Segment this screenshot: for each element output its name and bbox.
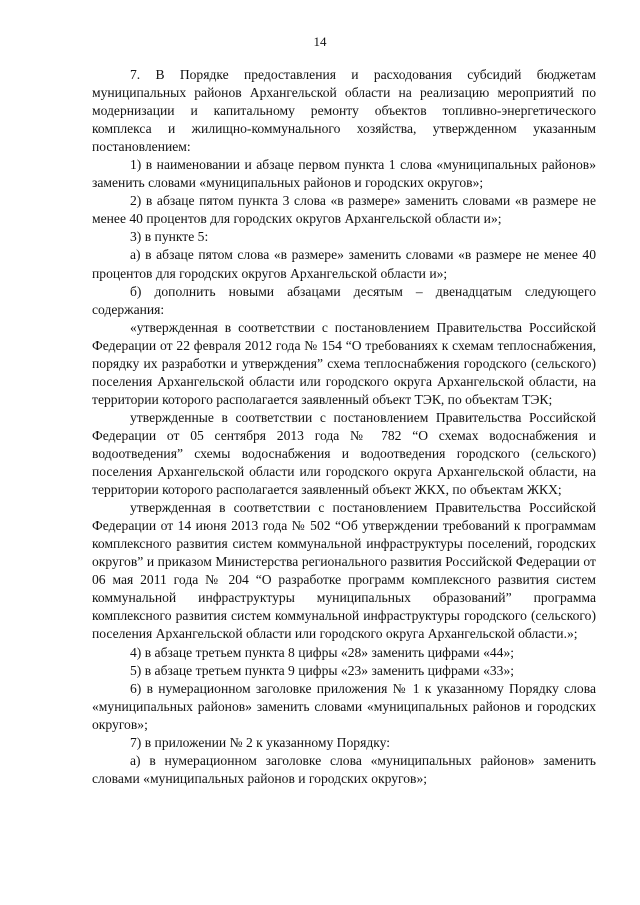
- paragraph-subitem-7: 7) в приложении № 2 к указанному Порядку:: [130, 734, 391, 750]
- paragraph-subitem-4: 4) в абзаце третьем пункта 8 цифры «28» заменить цифрами «44»;: [130, 644, 515, 660]
- paragraph-quote-programma: утвержденная в соответствии с постановлением Правительства Российской Федерации от 14 июня 2013 года № 502 “Об утверждении требований к программам комплексного развития систем коммунальной инфраструктуры поселений, городских округов” и приказом Министерства регионального развития Российской Федерации от 06 мая 2011 года № 204 “О разработке программ комплексного развития систем коммунальной инфраструктуры муниципальных образований” программа комплексного развития систем коммунальной инфраструктуры городского (сельского) поселения Архангельской области или городского округа Архангельской области.»;: [92, 500, 596, 642]
- paragraph-subitem-2: 2) в абзаце пятом пункта 3 слова «в размере» заменить словами «в размере не менее 40 процентов для городских округов Архангельской области и»;: [92, 193, 596, 227]
- paragraph-subitem-6: 6) в нумерационном заголовке приложения № 1 к указанному Порядку слова «муниципальных районов» заменить словами «муниципальных районов и городских округов»;: [92, 680, 596, 732]
- paragraph-quote-teplo: «утвержденная в соответствии с постановлением Правительства Российской Федерации от 22 февраля 2012 года № 154 “О требованиях к схемам теплоснабжения, порядку их разработки и утверждения” схема теплоснабжения городского (сельского) поселения Архангельской области или городского округа Архангельской области, на территории которого располагается заявленный объект ТЭК, по объектам ТЭК;: [92, 319, 596, 407]
- page-number: 14: [313, 34, 327, 49]
- paragraph-subitem-3b: б) дополнить новыми абзацами десятым – двенадцатым следующего содержания:: [92, 283, 596, 317]
- document-body: [92, 66, 596, 788]
- paragraph-subitem-7a: а) в нумерационном заголовке слова «муниципальных районов» заменить словами «муниципальных районов и городских округов»;: [92, 752, 596, 786]
- paragraph-quote-voda: утвержденные в соответствии с постановлением Правительства Российской Федерации от 05 сентября 2013 года № 782 “О схемах водоснабжения и водоотведения” схемы водоснабжения и водоотведения городского (сельского) поселения Архангельской области или городского округа Архангельской области, на территории которого располагается заявленный объект ЖКХ, по объектам ЖКХ;: [92, 409, 596, 498]
- paragraph-item-7-intro: 7. В Порядке предоставления и расходования субсидий бюджетам муниципальных районов Архангельской области на реализацию мероприятий по модернизации и капитальному ремонту объектов топливно-энергетического комплекса и жилищно-коммунального хозяйства, утвержденном указанным постановлением:: [92, 67, 596, 155]
- paragraph-subitem-3a: а) в абзаце пятом слова «в размере» заменить словами «в размере не менее 40 процентов для городских округов Архангельской области и»;: [92, 247, 596, 281]
- paragraph-subitem-1: 1) в наименовании и абзаце первом пункта 1 слова «муниципальных районов» заменить словами «муниципальных районов и городских округов»;: [92, 157, 596, 191]
- paragraph-subitem-3: 3) в пункте 5:: [130, 229, 209, 245]
- paragraph-subitem-5: 5) в абзаце третьем пункта 9 цифры «23» заменить цифрами «33»;: [130, 662, 515, 678]
